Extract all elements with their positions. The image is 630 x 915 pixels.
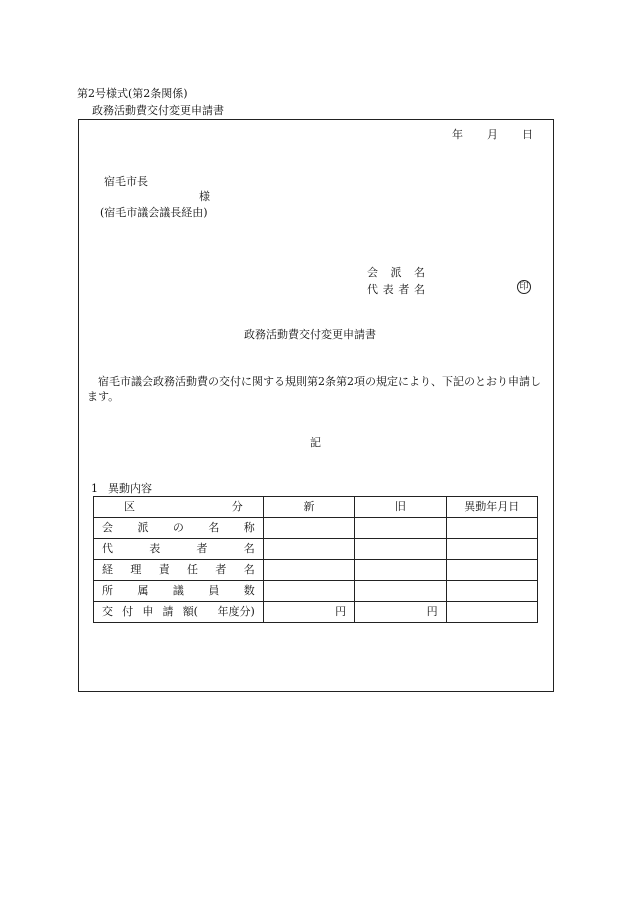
body-text: 宿毛市議会政務活動費の交付に関する規則第2条第2項の規定により、下記のとおり申請します。 <box>87 375 541 403</box>
header-category-char: 区 <box>124 500 135 513</box>
row-label-char: 会 <box>102 521 113 534</box>
date-day: 日 <box>522 128 533 141</box>
row-label-char: 所 <box>102 584 113 597</box>
document-title: 政務活動費交付変更申請書 <box>244 328 376 341</box>
change-table <box>93 496 538 623</box>
date-year: 年 <box>452 128 463 141</box>
rep-label-char: 名 <box>413 283 425 296</box>
row-label-char: 者 <box>215 563 227 576</box>
row-label-char: 交 <box>102 605 113 618</box>
cell-new-amount[interactable] <box>263 602 354 623</box>
row-label-char: 名 <box>243 563 255 576</box>
ki-label: 記 <box>310 436 321 449</box>
addressee-honorific: 様 <box>199 190 210 203</box>
seal-mark: 印 <box>517 280 531 294</box>
row-label-char: 称 <box>243 521 255 534</box>
table-row <box>94 560 538 581</box>
section-title: 異動内容 <box>108 482 152 495</box>
header-category <box>94 497 264 518</box>
table-row <box>94 539 538 560</box>
row-label-char: 数 <box>243 584 255 597</box>
row-label-char: 理 <box>130 563 142 576</box>
cell-change-date[interactable] <box>446 581 537 602</box>
form-number: 第2号様式(第2条関係) <box>77 87 188 100</box>
row-label-faction-name <box>94 518 264 539</box>
representative-label <box>367 283 425 297</box>
row-label-char: 者 <box>196 542 208 555</box>
row-label-char: 属 <box>137 584 149 597</box>
cell-change-date[interactable] <box>446 539 537 560</box>
faction-label-char: 派 <box>390 266 402 279</box>
faction-label-char: 会 <box>367 266 378 279</box>
row-label-char: 員 <box>208 584 220 597</box>
fiscal-year-annotation: 年度分) <box>217 605 255 618</box>
row-label-char: 責 <box>158 563 170 576</box>
cell-change-date[interactable] <box>446 518 537 539</box>
date-month: 月 <box>487 128 498 141</box>
row-label-grant-amount <box>94 602 264 623</box>
table-row <box>94 602 538 623</box>
row-label-char: 任 <box>187 563 199 576</box>
form-heading: 政務活動費交付変更申請書 <box>92 104 224 117</box>
row-label-char: 代 <box>102 542 113 555</box>
cell-change-date[interactable] <box>446 602 537 623</box>
header-change-date: 異動年月日 <box>446 497 537 518</box>
row-label-member-count <box>94 581 264 602</box>
addressee-name: 宿毛市長 <box>104 175 148 188</box>
cell-old[interactable] <box>355 518 446 539</box>
row-label-char: 派 <box>137 521 149 534</box>
rep-label-char: 表 <box>382 283 394 296</box>
addressee-via: (宿毛市議会議長経由) <box>100 206 208 219</box>
yen-unit: 円 <box>426 605 438 618</box>
table-row <box>94 518 538 539</box>
table-row <box>94 581 538 602</box>
rep-label-char: 代 <box>367 283 378 296</box>
cell-change-date[interactable] <box>446 560 537 581</box>
cell-old-amount[interactable] <box>355 602 446 623</box>
row-label-char: 請 <box>162 605 174 618</box>
row-label-char: 名 <box>208 521 220 534</box>
rep-label-char: 者 <box>398 283 410 296</box>
cell-old[interactable] <box>355 560 446 581</box>
yen-unit: 円 <box>335 605 347 618</box>
cell-new[interactable] <box>263 518 354 539</box>
row-label-char: 付 <box>122 605 134 618</box>
row-label-char: 経 <box>102 563 113 576</box>
header-new: 新 <box>263 497 354 518</box>
row-label-char: 額( <box>182 605 198 618</box>
row-label-representative <box>94 539 264 560</box>
table-header-row <box>94 497 538 518</box>
row-label-char: の <box>172 521 184 534</box>
cell-new[interactable] <box>263 539 354 560</box>
header-category-char: 分 <box>231 500 243 513</box>
faction-name-label <box>367 266 425 280</box>
cell-new[interactable] <box>263 581 354 602</box>
section-number: 1 <box>91 482 98 495</box>
cell-old[interactable] <box>355 581 446 602</box>
row-label-char: 名 <box>243 542 255 555</box>
faction-label-char: 名 <box>414 266 425 279</box>
row-label-char: 議 <box>172 584 184 597</box>
cell-new[interactable] <box>263 560 354 581</box>
cell-old[interactable] <box>355 539 446 560</box>
row-label-char: 表 <box>149 542 161 555</box>
row-label-accounting-officer <box>94 560 264 581</box>
header-old: 旧 <box>355 497 446 518</box>
row-label-char: 申 <box>142 605 154 618</box>
